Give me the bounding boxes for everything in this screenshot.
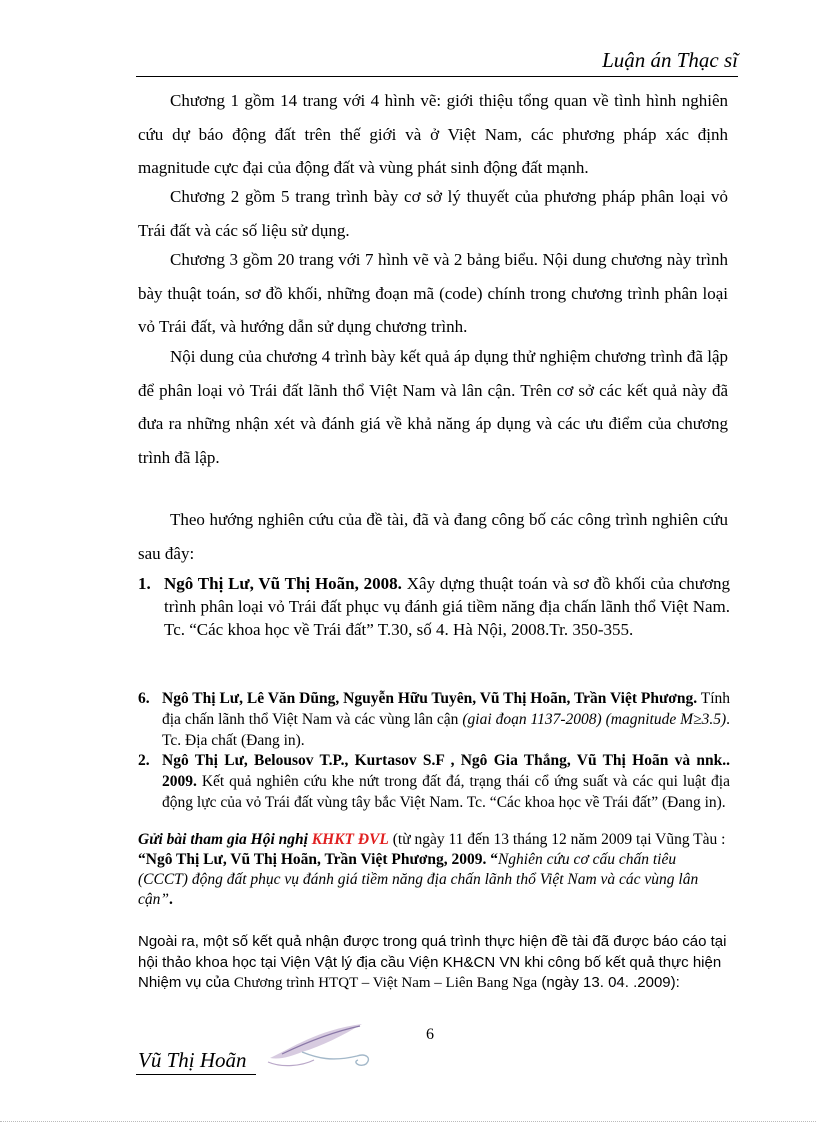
paragraph-chapter-3: Chương 3 gồm 20 trang với 7 hình vẽ và 2 bảng biểu. Nội dung chương này trình bày thuật toán, sơ đồ khối, những đoạn mã (code) chính trong chương trình phân loại vỏ Trái đất, và hướng dẫn sử dụng chương trình. xyxy=(138,250,728,336)
conference-note xyxy=(138,830,728,910)
publication-body xyxy=(164,572,730,641)
publication-text: Xây dựng thuật toán và sơ đồ khối của chương trình phân loại vỏ Trái đất phục vụ đánh giá tiềm năng địa chấn lãnh thổ Việt Nam. Tc. “Các khoa học về Trái đất” T.30, số 4. Hà Nội, 2008.Tr. 350-355. xyxy=(164,574,731,639)
footer-rule xyxy=(136,1074,256,1075)
publication-number: 6. xyxy=(138,690,150,707)
paragraph-chapter-4: Nội dung của chương 4 trình bày kết quả áp dụng thử nghiệm chương trình đã lập để phân loại vỏ Trái đất lãnh thổ Việt Nam và lân cận. Trên cơ sở các kết quả này đã đưa ra những nhận xét và đánh giá về khả năng áp dụng và các ưu điểm của chương trình đã lập. xyxy=(138,347,728,467)
publication-item xyxy=(138,572,730,641)
publication-text: Tính địa chấn lãnh thổ Việt Nam và các vùng lân cận xyxy=(162,690,730,728)
publication-authors: Ngô Thị Lư, Vũ Thị Hoãn, 2008. xyxy=(164,574,402,593)
other-results-paragraph xyxy=(138,932,728,994)
feather-ornament-icon xyxy=(262,1018,382,1070)
publication-number: 1. xyxy=(138,574,151,593)
paragraph-chapter-1: Chương 1 gồm 14 trang với 4 hình vẽ: giới thiệu tổng quan về tình hình nghiên cứu dự báo động đất trên thế giới và ở Việt Nam, các phương pháp xác định magnitude cực đại của động đất và vùng phát sinh động đất mạnh. xyxy=(138,91,728,177)
publication-number: 2. xyxy=(138,752,150,769)
other-program: Chương trình HTQT – Việt Nam – Liên Bang Nga xyxy=(233,975,538,991)
publication-authors: Ngô Thị Lư, Lê Văn Dũng, Nguyễn Hữu Tuyên, Vũ Thị Hoãn, Trần Việt Phương. xyxy=(162,690,698,707)
conference-highlight: KHKT ĐVL xyxy=(311,831,389,848)
publication-body xyxy=(162,750,730,813)
publication-item xyxy=(138,688,730,751)
conference-title: Nghiên cứu cơ cấu chấn tiêu (CCCT) động đất phục vụ đánh giá tiềm năng địa chấn lãnh thổ Việt Nam và các vùng lân cận” xyxy=(138,851,699,908)
conference-lead: Gửi bài tham gia Hội nghị xyxy=(138,831,312,848)
conference-after: (từ ngày 11 đến 13 tháng 12 năm 2009 tại Vũng Tàu : xyxy=(388,831,726,848)
paragraph-chapter-2: Chương 2 gồm 5 trang trình bày cơ sở lý thuyết của phương pháp phân loại vỏ Trái đất và các số liệu sử dụng. xyxy=(138,187,728,240)
publication-item xyxy=(138,750,730,813)
other-text: Ngoài ra, một số kết quả nhận được trong quá trình thực hiện đề tài đã được báo cáo tại hội thảo khoa học tại Viện Vật lý địa cầu Viện KH&CN VN khi công bố kết quả thực hiện Nhiệm vụ của xyxy=(138,933,727,991)
publication-body xyxy=(162,688,730,751)
page-bottom-border xyxy=(0,1121,816,1122)
header-rule xyxy=(136,76,738,77)
publication-text: Kết quả nghiên cứu khe nứt trong đất đá, trạng thái cổ ứng suất và các qui luật địa động lực của vỏ Trái đất vùng tây bắc Việt Nam. Tc. “Các khoa học về Trái đất” (Đang in). xyxy=(162,773,730,811)
page-number: 6 xyxy=(426,1026,434,1043)
conference-end: . xyxy=(169,891,173,908)
conference-authors: “Ngô Thị Lư, Vũ Thị Hoãn, Trần Việt Phương, 2009. “ xyxy=(138,851,498,868)
publication-italic: (giai đoạn 1137-2008) (magnitude M≥3.5) xyxy=(462,711,727,728)
footer-author: Vũ Thị Hoãn xyxy=(138,1048,247,1072)
paragraph-intro: Theo hướng nghiên cứu của đề tài, đã và đang công bố các công trình nghiên cứu sau đây: xyxy=(138,510,728,563)
header-title: Luận án Thạc sĩ xyxy=(602,48,738,72)
publication-text-end: . Tc. Địa chất (Đang in). xyxy=(162,711,730,749)
publication-authors: Ngô Thị Lư, Belousov T.P., Kurtasov S.F , Ngô Gia Thắng, Vũ Thị Hoãn và nnk.. 2009. xyxy=(162,752,730,790)
other-date: (ngày 13. 04. .2009): xyxy=(537,974,680,991)
